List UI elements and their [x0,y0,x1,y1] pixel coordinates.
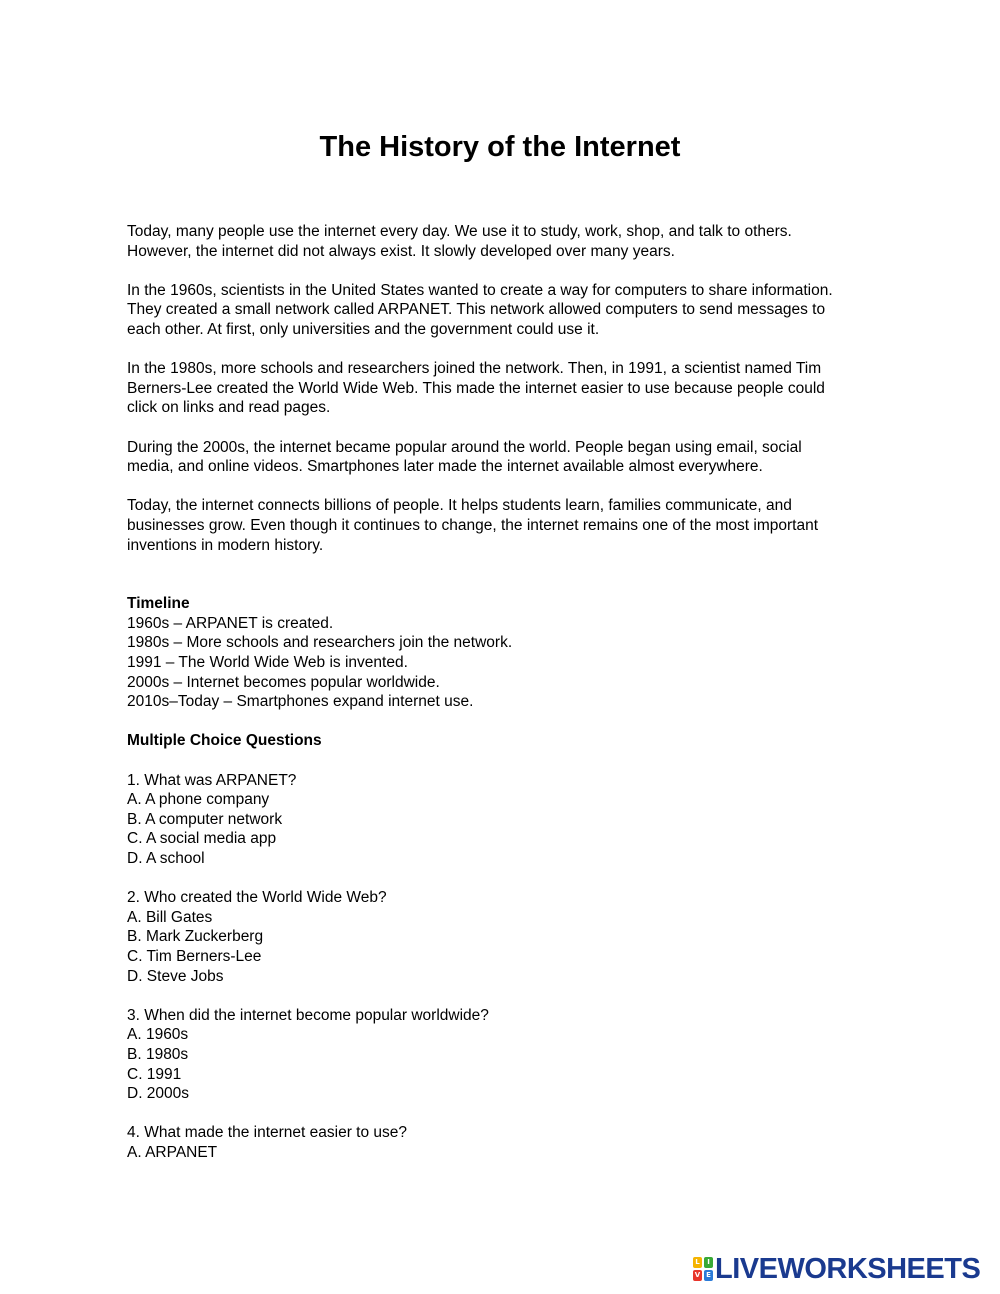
timeline-item: 2000s – Internet becomes popular worldwide. [127,673,440,691]
paragraph-line: media, and online videos. Smartphones later made the internet available almost everywhere. [127,458,763,476]
page-title: The History of the Internet [319,131,681,163]
question-text: 1. What was ARPANET? [127,771,297,789]
paragraph-line: Today, many people use the internet every day. We use it to study, work, shop, and talk to others. [127,223,792,240]
question-list [127,771,887,1163]
mcq-heading: Multiple Choice Questions [127,732,322,750]
logo-mark-tile: I [704,1257,713,1268]
question-text: 2. Who created the World Wide Web? [127,889,387,907]
paragraph [127,281,887,340]
liveworksheets-logo-icon [693,1257,713,1281]
logo-mark-tile: V [694,1271,701,1279]
answer-option[interactable]: D. 2000s [127,1085,190,1103]
paragraph-line: Today, the internet connects billions of people. It helps students learn, families communicate, and [127,497,792,515]
paragraph-line: businesses grow. Even though it continues to change, the internet remains one of the most important [127,516,819,534]
answer-option[interactable]: B. Mark Zuckerberg [127,928,264,946]
question-text: 3. When did the internet become popular worldwide? [127,1006,489,1024]
timeline-heading: Timeline [127,595,190,613]
paragraph [127,438,887,477]
answer-option[interactable]: C. Tim Berners-Lee [127,947,262,965]
worksheet-content [127,222,887,1182]
paragraph [127,496,887,555]
paragraph-line: However, the internet did not always exist. It slowly developed over many years. [127,242,675,260]
timeline-item: 1960s – ARPANET is created. [127,614,334,632]
liveworksheets-logo [693,1255,980,1283]
paragraph-line: In the 1960s, scientists in the United States wanted to create a way for computers to share information. [127,281,833,299]
timeline-item: 2010s–Today – Smartphones expand internet use. [127,693,474,711]
logo-mark-tile: E [704,1270,713,1281]
paragraph-line: During the 2000s, the internet became popular around the world. People began using email, social [127,438,802,456]
answer-option[interactable]: A. 1960s [127,1026,189,1044]
question-text: 4. What made the internet easier to use? [127,1124,408,1142]
question-block [127,1006,887,1104]
reading-passage [127,222,887,555]
question-block [127,771,887,869]
paragraph [127,359,887,418]
answer-option[interactable]: D. Steve Jobs [127,967,224,985]
paragraph-line: each other. At first, only universities and the government could use it. [127,320,600,338]
question-block [127,1123,887,1162]
logo-text: LIVEWORKSHEETS [715,1253,981,1285]
logo-mark-tile: L [693,1257,702,1268]
paragraph-line: inventions in modern history. [127,536,324,554]
paragraph-line: click on links and read pages. [127,399,331,417]
timeline-section [127,594,887,712]
timeline-item: 1980s – More schools and researchers join the network. [127,634,513,652]
answer-option[interactable]: A. Bill Gates [127,908,213,926]
answer-option[interactable]: C. A social media app [127,830,277,848]
paragraph-line: Berners-Lee created the World Wide Web. This made the internet easier to use because people could [127,379,825,397]
answer-option[interactable]: C. 1991 [127,1065,182,1083]
timeline-list [127,614,887,712]
paragraph-line: In the 1980s, more schools and researchers joined the network. Then, in 1991, a scientist named Tim [127,360,822,378]
answer-option[interactable]: B. 1980s [127,1045,189,1063]
paragraph-line: They created a small network called ARPANET. This network allowed computers to send messages to [127,301,826,319]
paragraph [127,222,887,261]
answer-option[interactable]: A. ARPANET [127,1143,218,1161]
multiple-choice-section [127,731,887,1162]
question-block [127,888,887,986]
answer-option[interactable]: D. A school [127,850,205,867]
answer-option[interactable]: B. A computer network [127,810,283,828]
timeline-item: 1991 – The World Wide Web is invented. [127,654,408,672]
answer-option[interactable]: A. A phone company [127,791,270,809]
